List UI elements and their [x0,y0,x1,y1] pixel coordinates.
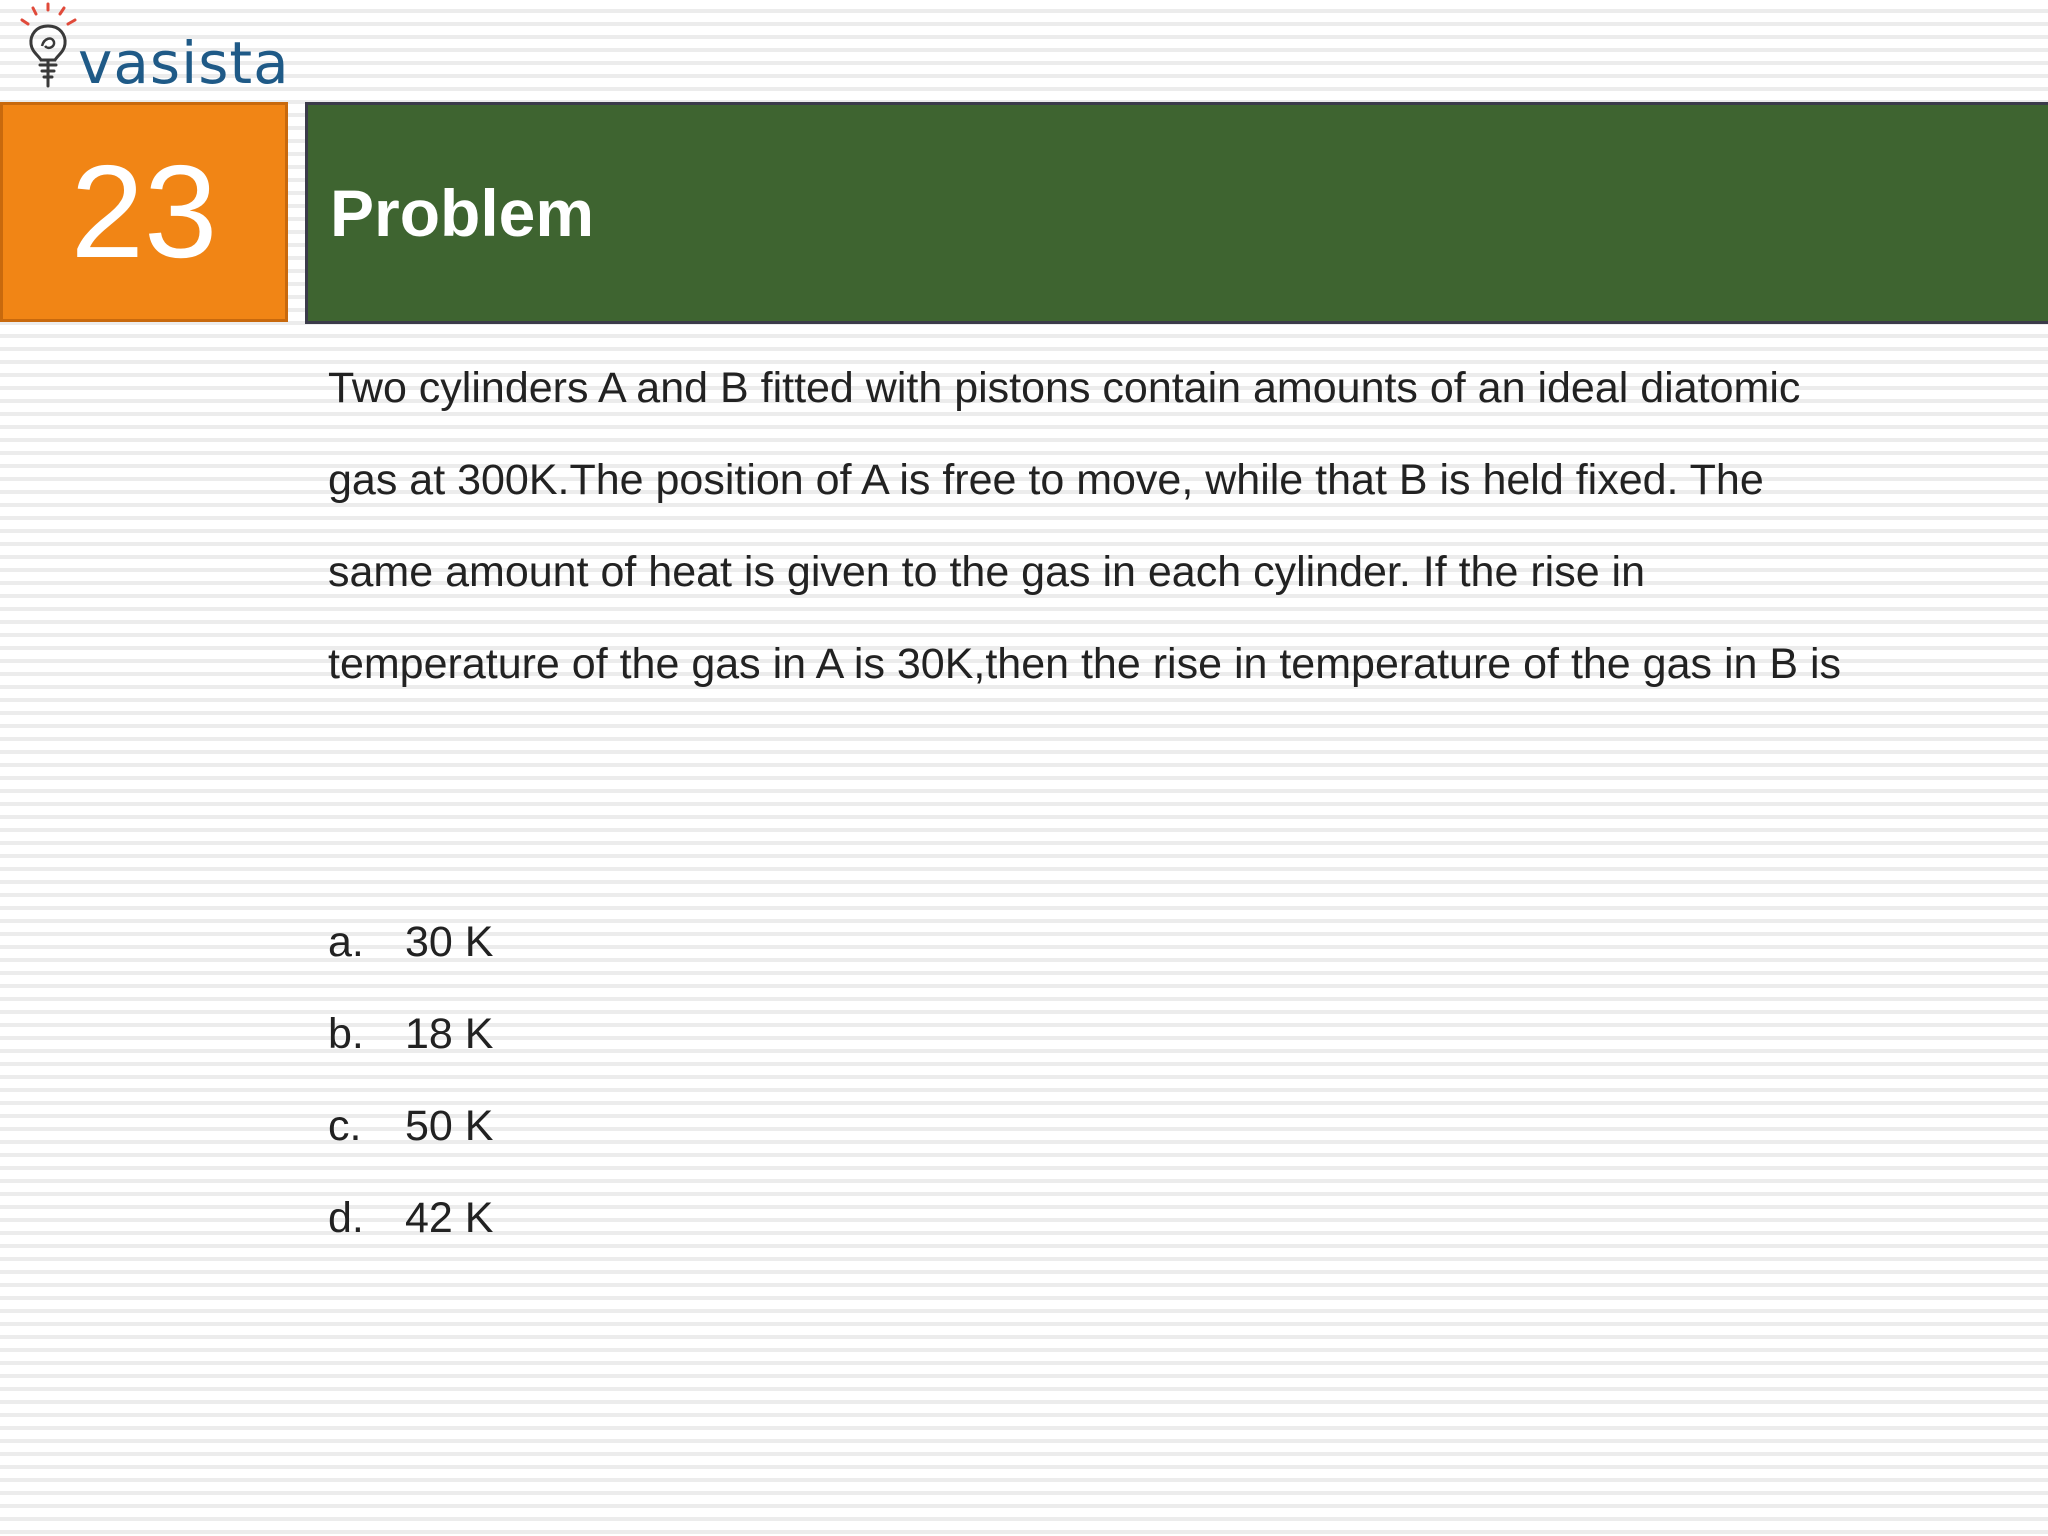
title-bar [305,102,2048,324]
problem-line: Two cylinders A and B fitted with pistons contain amounts of an ideal diatomic [328,364,1801,412]
option-letter: c. [328,1102,362,1150]
slide-number-box [0,102,288,322]
problem-line: temperature of the gas in A is 30K,then the rise in temperature of the gas in B is [328,640,1842,688]
problem-line: gas at 300K.The position of A is free to move, while that B is held fixed. The [328,456,1764,504]
answer-option-a [328,896,493,988]
answer-option-b [328,988,493,1080]
slide-title: Problem [330,176,595,250]
option-letter: d. [328,1194,364,1242]
option-text: 30 K [405,918,494,966]
answer-option-c [328,1080,493,1172]
vasista-logo [18,2,288,98]
problem-line: same amount of heat is given to the gas in each cylinder. If the rise in [328,548,1646,596]
option-text: 18 K [405,1010,494,1058]
problem-statement [328,342,2018,710]
option-text: 42 K [405,1194,494,1242]
slide-number: 23 [70,138,218,285]
option-letter: b. [328,1010,364,1058]
answer-options [328,896,493,1264]
answer-option-d [328,1172,493,1264]
logo-wordmark: vasista [78,29,290,97]
option-text: 50 K [405,1102,494,1150]
option-letter: a. [328,918,364,966]
